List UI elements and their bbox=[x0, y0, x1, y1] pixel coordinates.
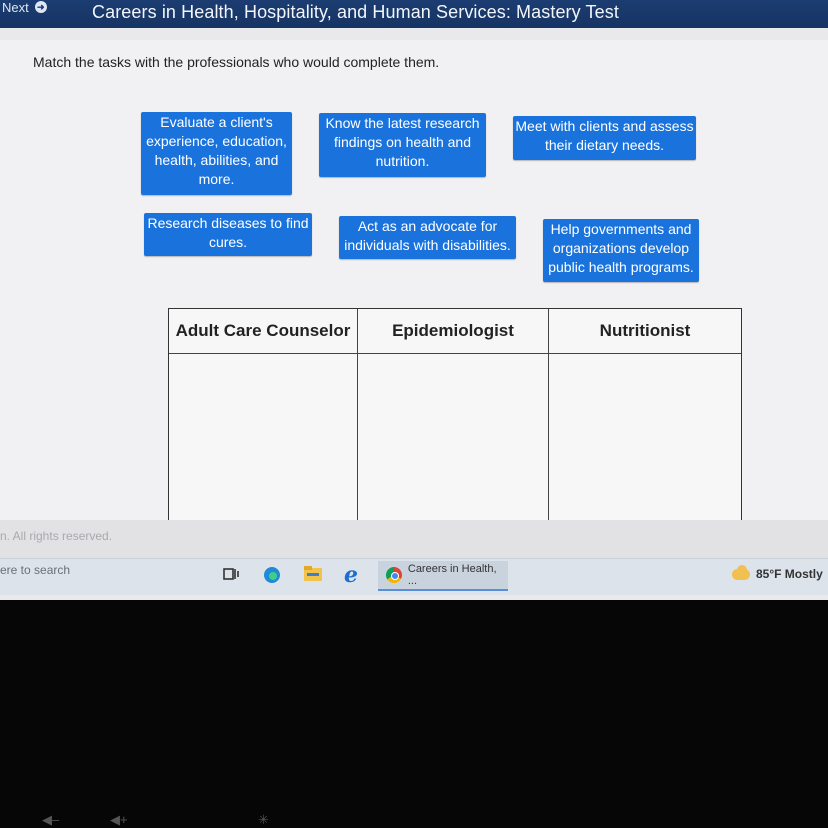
top-bar bbox=[0, 0, 828, 28]
svg-text:e: e bbox=[344, 563, 358, 585]
taskbar-search-input[interactable] bbox=[0, 559, 205, 583]
taskbar-app-chrome[interactable] bbox=[378, 561, 508, 591]
tile-label: Evaluate a client's experience, education, health, abilities, and more. bbox=[146, 114, 287, 187]
task-tile-public-health[interactable] bbox=[543, 219, 699, 282]
internet-explorer-icon[interactable] bbox=[342, 563, 364, 585]
weather-text: 85°F Mostly bbox=[756, 567, 823, 581]
tile-label: Act as an advocate for individuals with disabilities. bbox=[344, 218, 511, 253]
search-placeholder: ere to search bbox=[0, 563, 71, 577]
tile-label: Meet with clients and assess their dietary needs. bbox=[515, 118, 694, 153]
arrow-right-icon: ➜ bbox=[35, 1, 47, 13]
volume-down-icon: ◀– bbox=[42, 812, 60, 827]
tile-label: Know the latest research findings on health and nutrition. bbox=[325, 115, 480, 169]
page-title: Careers in Health, Hospitality, and Human Services: Mastery Test bbox=[92, 2, 619, 22]
question-instructions: Match the tasks with the professionals who would complete them. bbox=[33, 54, 440, 70]
task-tile-know-research[interactable] bbox=[319, 113, 486, 177]
page-footer bbox=[0, 520, 828, 558]
task-tile-research-diseases[interactable] bbox=[144, 213, 312, 256]
edge-browser-icon[interactable] bbox=[262, 565, 284, 587]
task-tile-evaluate-client[interactable] bbox=[141, 112, 292, 195]
copyright-text: n. All rights reserved. bbox=[0, 529, 113, 543]
next-button[interactable] bbox=[2, 0, 47, 14]
column-header-epidemiologist: Epidemiologist bbox=[358, 309, 548, 354]
laptop-keyboard-area bbox=[0, 600, 828, 828]
windows-taskbar bbox=[0, 558, 828, 595]
file-explorer-icon[interactable] bbox=[303, 565, 325, 587]
tile-label: Research diseases to find cures. bbox=[147, 215, 309, 250]
question-panel bbox=[0, 40, 828, 520]
weather-widget[interactable] bbox=[732, 567, 823, 581]
brightness-icon: ✳ bbox=[258, 812, 269, 827]
column-header-adult-care-counselor: Adult Care Counselor bbox=[169, 309, 357, 354]
chrome-icon bbox=[386, 567, 402, 583]
volume-up-icon: ◀+ bbox=[110, 812, 128, 827]
column-header-nutritionist: Nutritionist bbox=[549, 309, 741, 354]
task-view-icon[interactable] bbox=[222, 565, 244, 587]
taskbar-app-label: Careers in Health, ... bbox=[407, 563, 497, 587]
matching-table bbox=[168, 308, 742, 548]
tile-label: Help governments and organizations develop public health programs. bbox=[548, 221, 694, 275]
next-label: Next bbox=[2, 0, 29, 15]
weather-cloud-icon bbox=[732, 569, 750, 580]
task-tile-advocate[interactable] bbox=[339, 216, 516, 259]
task-tile-meet-clients[interactable] bbox=[513, 116, 696, 160]
